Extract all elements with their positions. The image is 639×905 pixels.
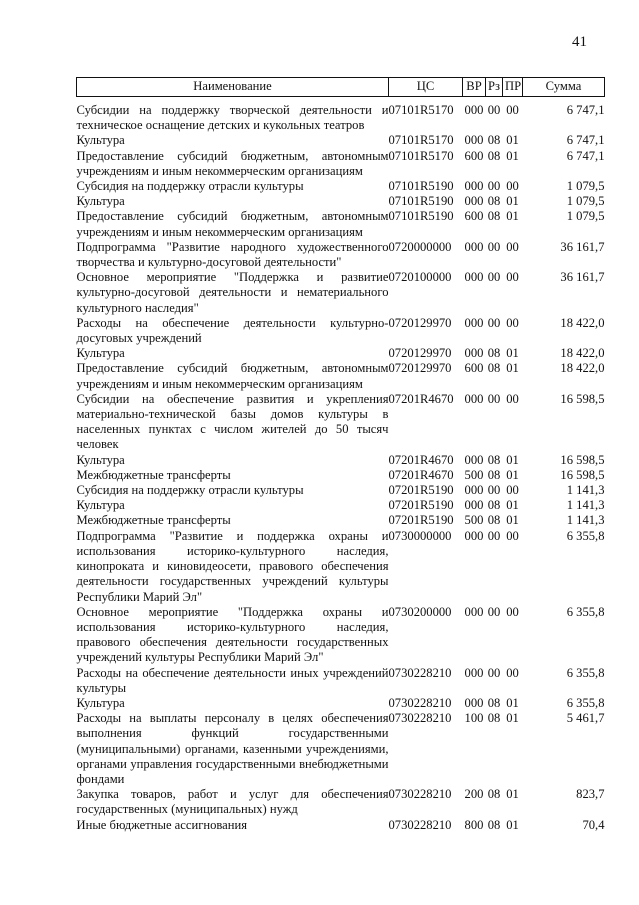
table-row	[77, 468, 605, 483]
cell-pr: 00	[506, 270, 519, 285]
table-row	[77, 194, 605, 209]
cell-vr: 000	[464, 528, 484, 543]
cell-pr: 00	[506, 179, 519, 194]
header-sum: Сумма	[523, 78, 605, 97]
cell-rz: 00	[487, 315, 501, 330]
cell-pr: 00	[506, 604, 519, 619]
cell-vr: 000	[464, 695, 484, 710]
cell-sum: 18 422,0	[560, 315, 605, 330]
cell-rz: 00	[487, 604, 501, 619]
cell-cs: 07101R5170	[388, 148, 454, 163]
cell-rz: 00	[487, 528, 501, 543]
cell-sum: 1 141,3	[566, 498, 605, 513]
cell-sum: 18 422,0	[560, 361, 605, 376]
cell-pr: 00	[506, 391, 519, 406]
budget-table	[76, 77, 605, 833]
cell-sum: 6 355,8	[566, 604, 605, 619]
cell-vr: 600	[464, 209, 484, 224]
cell-sum: 16 598,5	[560, 452, 605, 467]
cell-name: Предоставление субсидий бюджетным, автономным учреждениям и иным некоммерческим организациям	[76, 209, 389, 239]
cell-vr: 600	[464, 361, 484, 376]
cell-rz: 08	[487, 817, 501, 832]
cell-rz: 08	[487, 513, 501, 528]
cell-cs: 0730228210	[388, 787, 452, 802]
table-row	[77, 483, 605, 498]
cell-pr: 01	[506, 467, 519, 482]
cell-name: Субсидия на поддержку отрасли культуры	[76, 179, 304, 194]
header-name: Наименование	[77, 78, 389, 97]
cell-name: Межбюджетные трансферты	[76, 513, 231, 528]
table-row	[77, 666, 605, 696]
cell-name: Культура	[76, 498, 125, 513]
cell-name: Культура	[76, 452, 125, 467]
cell-vr: 000	[464, 604, 484, 619]
cell-name: Расходы на обеспечение деятельности культурно-досуговых учреждений	[76, 315, 389, 346]
cell-vr: 000	[464, 179, 484, 194]
cell-cs: 07201R4670	[388, 467, 454, 482]
cell-name: Основное мероприятие "Поддержка и развитие культурно-досуговой деятельности и нематериального культурного наследия"	[76, 270, 389, 315]
cell-cs: 0730200000	[388, 604, 452, 619]
cell-cs: 0720129970	[388, 315, 452, 330]
header-pr: ПР	[503, 78, 523, 97]
cell-cs: 0730000000	[388, 528, 452, 543]
table-row	[77, 392, 605, 453]
cell-pr: 01	[506, 695, 519, 710]
cell-vr: 100	[464, 711, 484, 726]
cell-sum: 1 079,5	[566, 209, 605, 224]
cell-sum: 16 598,5	[560, 391, 605, 406]
cell-vr: 800	[464, 817, 484, 832]
cell-rz: 00	[487, 391, 501, 406]
cell-name: Расходы на обеспечение деятельности иных учреждений культуры	[76, 665, 389, 695]
cell-rz: 08	[487, 133, 501, 148]
table-row	[77, 513, 605, 528]
cell-cs: 0730228210	[388, 695, 452, 710]
cell-name: Подпрограмма "Развитие и поддержка охраны и использования историко-культурного наследия, кинопроката и киновидеосети, правового обеспечения деятельности государственных учреждений культуры Республики Марий Эл"	[76, 528, 389, 604]
header-rz: Рз	[486, 78, 503, 97]
cell-name: Субсидия на поддержку отрасли культуры	[76, 483, 304, 498]
cell-name: Подпрограмма "Развитие народного художественного творчества и культурно-досуговой деятельности"	[76, 239, 389, 270]
cell-vr: 000	[464, 483, 484, 498]
cell-sum: 1 141,3	[566, 513, 605, 528]
cell-cs: 0730228210	[388, 711, 452, 726]
cell-cs: 07101R5190	[388, 194, 454, 209]
cell-vr: 000	[464, 133, 484, 148]
header-cs: ЦС	[389, 78, 463, 97]
cell-rz: 08	[487, 346, 501, 361]
cell-cs: 0730228210	[388, 665, 452, 680]
cell-sum: 6 355,8	[566, 528, 605, 543]
cell-vr: 600	[464, 148, 484, 163]
cell-vr: 000	[464, 452, 484, 467]
cell-pr: 00	[506, 315, 519, 330]
cell-vr: 000	[464, 315, 484, 330]
table-row	[77, 316, 605, 346]
cell-sum: 6 355,8	[566, 695, 605, 710]
table-row	[77, 133, 605, 148]
page-number: 41	[572, 34, 587, 50]
cell-cs: 0730228210	[388, 817, 452, 832]
cell-cs: 07101R5190	[388, 179, 454, 194]
cell-cs: 07101R5190	[388, 209, 454, 224]
cell-name: Основное мероприятие "Поддержка охраны и использования историко-культурного наследия, правового обеспечения деятельности государственных учреждений культуры Республики Марий Эл"	[76, 604, 389, 665]
cell-pr: 01	[506, 346, 519, 361]
cell-pr: 00	[506, 528, 519, 543]
table-row	[77, 179, 605, 194]
cell-cs: 07201R4670	[388, 391, 454, 406]
table-row	[77, 270, 605, 316]
table-row	[77, 605, 605, 666]
cell-rz: 08	[487, 194, 501, 209]
cell-vr: 500	[464, 513, 484, 528]
cell-pr: 01	[506, 361, 519, 376]
cell-vr: 000	[464, 194, 484, 209]
cell-pr: 01	[506, 148, 519, 163]
cell-sum: 6 747,1	[566, 103, 605, 117]
cell-cs: 07101R5170	[388, 103, 454, 117]
cell-name: Культура	[76, 346, 125, 361]
table-row	[77, 787, 605, 817]
cell-name: Закупка товаров, работ и услуг для обеспечения государственных (муниципальных) нужд	[76, 787, 389, 817]
cell-rz: 00	[487, 103, 501, 117]
cell-vr: 500	[464, 467, 484, 482]
cell-cs: 0720100000	[388, 270, 452, 285]
cell-name: Иные бюджетные ассигнования	[76, 817, 248, 832]
cell-cs: 0720129970	[388, 361, 452, 376]
table-header-row	[77, 78, 605, 97]
table-row	[77, 209, 605, 239]
cell-vr: 000	[464, 391, 484, 406]
cell-pr: 01	[506, 452, 519, 467]
cell-pr: 00	[506, 239, 519, 254]
cell-name: Межбюджетные трансферты	[76, 467, 231, 482]
cell-sum: 6 747,1	[566, 133, 605, 148]
cell-name: Предоставление субсидий бюджетным, автономным учреждениям и иным некоммерческим организациям	[76, 361, 389, 391]
cell-rz: 08	[487, 209, 501, 224]
header-vr: ВР	[463, 78, 486, 97]
table-row	[77, 529, 605, 605]
cell-rz: 00	[487, 179, 501, 194]
cell-cs: 0720129970	[388, 346, 452, 361]
cell-sum: 18 422,0	[560, 346, 605, 361]
cell-vr: 000	[464, 270, 484, 285]
cell-sum: 1 079,5	[566, 194, 605, 209]
table-row	[77, 361, 605, 391]
table-row	[77, 696, 605, 711]
cell-sum: 6 355,8	[566, 665, 605, 680]
table-row	[77, 818, 605, 833]
cell-cs: 0720000000	[388, 239, 452, 254]
cell-name: Субсидии на обеспечение развития и укрепления материально-технической базы домов культуры в населенных пунктах с числом жителей до 50 тысяч человек	[76, 391, 389, 452]
cell-vr: 000	[464, 346, 484, 361]
table-row	[77, 240, 605, 270]
cell-vr: 000	[464, 239, 484, 254]
cell-name: Культура	[76, 695, 125, 710]
cell-pr: 00	[506, 483, 519, 498]
cell-cs: 07201R5190	[388, 483, 454, 498]
cell-vr: 000	[464, 103, 484, 117]
cell-rz: 08	[487, 787, 501, 802]
cell-rz: 08	[487, 498, 501, 513]
cell-vr: 000	[464, 665, 484, 680]
cell-sum: 1 141,3	[566, 483, 605, 498]
cell-pr: 01	[506, 209, 519, 224]
cell-pr: 01	[506, 498, 519, 513]
cell-sum: 1 079,5	[566, 179, 605, 194]
cell-name: Культура	[76, 133, 125, 148]
cell-rz: 08	[487, 452, 501, 467]
cell-cs: 07201R5190	[388, 513, 454, 528]
cell-pr: 01	[506, 133, 519, 148]
cell-rz: 08	[487, 467, 501, 482]
cell-cs: 07201R4670	[388, 452, 454, 467]
cell-pr: 01	[506, 711, 519, 726]
cell-rz: 00	[487, 270, 501, 285]
cell-pr: 01	[506, 194, 519, 209]
cell-vr: 000	[464, 498, 484, 513]
cell-rz: 00	[487, 665, 501, 680]
cell-cs: 07201R5190	[388, 498, 454, 513]
cell-name: Субсидии на поддержку творческой деятельности и техническое оснащение детских и кукольных театров	[76, 103, 389, 133]
cell-vr: 200	[464, 787, 484, 802]
cell-pr: 00	[506, 103, 519, 117]
cell-sum: 16 598,5	[560, 467, 605, 482]
cell-sum: 70,4	[582, 817, 605, 832]
cell-sum: 6 747,1	[566, 148, 605, 163]
cell-rz: 08	[487, 361, 501, 376]
cell-pr: 00	[506, 665, 519, 680]
cell-sum: 5 461,7	[566, 711, 605, 726]
table-row	[77, 711, 605, 787]
cell-pr: 01	[506, 817, 519, 832]
cell-sum: 36 161,7	[560, 239, 605, 254]
table-row	[77, 149, 605, 179]
table-row	[77, 103, 605, 133]
cell-pr: 01	[506, 513, 519, 528]
cell-rz: 00	[487, 239, 501, 254]
cell-rz: 00	[487, 483, 501, 498]
cell-rz: 08	[487, 711, 501, 726]
cell-cs: 07101R5170	[388, 133, 454, 148]
cell-sum: 36 161,7	[560, 270, 605, 285]
table-row	[77, 346, 605, 361]
cell-name: Предоставление субсидий бюджетным, автономным учреждениям и иным некоммерческим организациям	[76, 148, 389, 178]
cell-sum: 823,7	[576, 787, 605, 802]
table-row	[77, 453, 605, 468]
cell-name: Культура	[76, 194, 125, 209]
table-row	[77, 498, 605, 513]
cell-rz: 08	[487, 695, 501, 710]
cell-rz: 08	[487, 148, 501, 163]
cell-name: Расходы на выплаты персоналу в целях обеспечения выполнения функций государственными (муниципальными) органами, казенными учреждениями, органами управления государственными внебюджетными фондами	[76, 711, 389, 786]
cell-pr: 01	[506, 787, 519, 802]
